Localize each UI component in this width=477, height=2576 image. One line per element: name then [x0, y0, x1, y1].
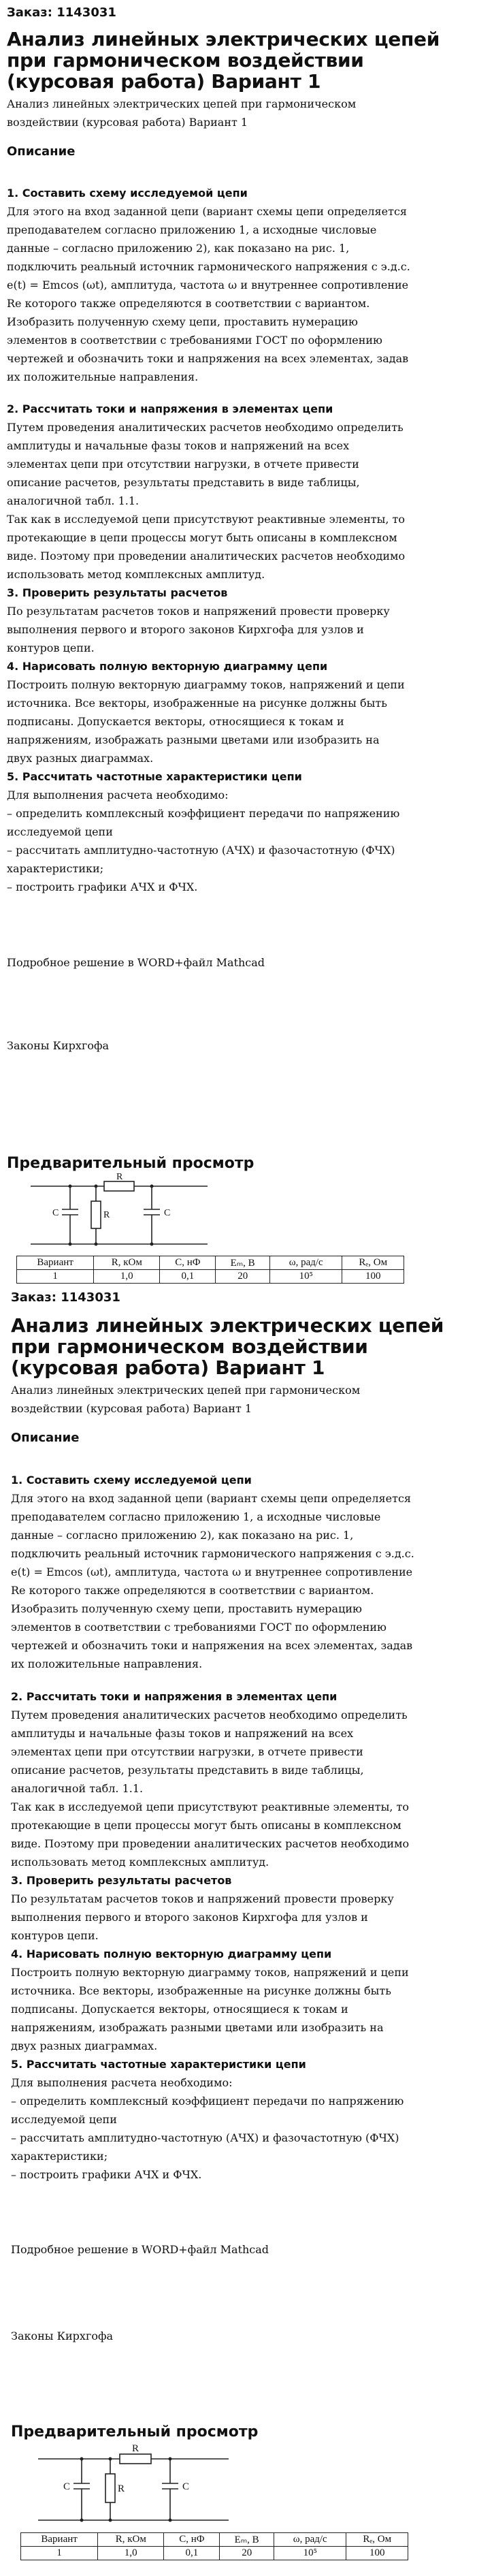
step-line: двух разных диаграммах. — [7, 752, 154, 765]
step-1 — [7, 184, 410, 386]
table-cell: 1 — [17, 1270, 94, 1284]
table-header-cell: ω, рад/с — [269, 1256, 342, 1270]
step-line: – определить комплексный коэффициент передачи по напряжению — [11, 2095, 404, 2108]
step-line: характеристики; — [7, 862, 104, 875]
step-line: Для этого на вход заданной цепи (вариант схемы цепи определяется — [11, 1492, 412, 1505]
step-title: 4. Нарисовать полную векторную диаграмму цепи — [11, 1947, 332, 1960]
params-table — [20, 2532, 408, 2560]
table-cell: 100 — [342, 1270, 404, 1284]
label-r-mid: R — [103, 1210, 110, 1220]
step-line: исследуемой цепи — [11, 2113, 117, 2126]
step-line: использовать метод комплексных амплитуд. — [7, 568, 265, 581]
table-header-cell: R, кОм — [94, 1256, 160, 1270]
step-line: преподавателем согласно приложению 1, а исходные числовые — [11, 1510, 381, 1523]
step-title: 3. Проверить результаты расчетов — [7, 586, 228, 599]
step-line: их положительные направления. — [7, 370, 199, 383]
table-cell: 10⁵ — [269, 1270, 342, 1284]
preview-figure — [11, 2443, 406, 2573]
listing-title: Анализ линейных электрических цепей при гармоническом воздействии (курсовая работа) Вариант 1 — [11, 1314, 444, 1379]
label-r-top: R — [132, 2443, 139, 2454]
step-title: 2. Рассчитать токи и напряжения в элементах цепи — [7, 402, 333, 415]
table-header-row — [21, 2533, 408, 2547]
step-line: амплитуды и начальные фазы токов и напряжений на всех — [7, 439, 350, 452]
table-cell: 20 — [220, 2547, 274, 2560]
table-header-cell: C, нФ — [160, 1256, 216, 1270]
step-line: чертежей и обозначить токи и напряжения на всех элементах, задав — [7, 352, 409, 365]
table-cell: 1,0 — [98, 2547, 164, 2560]
table-header-cell: Rₑ, Ом — [346, 2533, 408, 2547]
step-line: чертежей и обозначить токи и напряжения на всех элементах, задав — [11, 1639, 413, 1652]
table-cell: 0,1 — [160, 1270, 216, 1284]
table-row — [17, 1270, 404, 1284]
step-line: описание расчетов, результаты представить в виде таблицы, — [7, 476, 360, 489]
step-line: элементах цепи при отсутствии нагрузки, в отчете привести — [7, 458, 359, 471]
circuit-diagram — [17, 1173, 221, 1254]
step-title: 3. Проверить результаты расчетов — [11, 1874, 232, 1887]
step-line: преподавателем согласно приложению 1, а исходные числовые — [7, 223, 377, 236]
step-line: – определить комплексный коэффициент передачи по напряжению — [7, 807, 400, 820]
order-number: Заказ: 1143031 — [11, 1290, 120, 1305]
table-header-cell: Вариант — [17, 1256, 94, 1270]
solution-note: Подробное решение в WORD+файл Mathcad — [7, 956, 265, 969]
step-line: их положительные направления. — [11, 1657, 203, 1670]
order-number: Заказ: 1143031 — [7, 5, 116, 20]
step-line: протекающие в цепи процессы могут быть описаны в комплексном — [7, 531, 397, 544]
step-line: характеристики; — [11, 2150, 108, 2163]
step-line: данные – согласно приложению 2), как показано на рис. 1, — [11, 1529, 354, 1542]
step-line: подписаны. Допускается векторы, относящиеся к токам и — [7, 715, 344, 728]
label-c-left: C — [63, 2481, 71, 2492]
step-line: e(t) = Emcos (ωt), амплитуда, частота ω и внутреннее сопротивление — [7, 279, 409, 291]
preview-heading: Предварительный просмотр — [11, 2423, 259, 2440]
step-title: 2. Рассчитать токи и напряжения в элементах цепи — [11, 1690, 338, 1703]
step-line: e(t) = Emcos (ωt), амплитуда, частота ω и внутреннее сопротивление — [11, 1565, 413, 1578]
step-line: подключить реальный источник гармонического напряжения с э.д.с. — [7, 260, 410, 273]
step-title: 1. Составить схему исследуемой цепи — [7, 187, 248, 200]
step-line: Для выполнения расчета необходимо: — [7, 789, 229, 801]
listing-subtitle: Анализ линейных электрических цепей при гармоническом воздействии (курсовая работа) Вариант 1 — [11, 1384, 361, 1415]
step-line: напряжениям, изображать разными цветами или изобразить на — [7, 733, 380, 746]
table-header-cell: ω, рад/с — [274, 2533, 346, 2547]
step-line: напряжениям, изображать разными цветами или изобразить на — [11, 2021, 384, 2034]
step-line: элементов в соответствии с требованиями ГОСТ по оформлению — [7, 334, 382, 347]
circuit-diagram — [24, 2443, 242, 2531]
step-line: описание расчетов, результаты представить в виде таблицы, — [11, 1764, 364, 1777]
step-line: Re которого также определяются в соответствии с вариантом. — [7, 297, 370, 310]
table-cell: 1,0 — [94, 1270, 160, 1284]
step-line: Путем проведения аналитических расчетов необходимо определить — [11, 1708, 408, 1721]
table-header-cell: Вариант — [21, 2533, 98, 2547]
table-header-cell: C, нФ — [164, 2533, 220, 2547]
table-cell: 1 — [21, 2547, 98, 2560]
step-line: протекающие в цепи процессы могут быть описаны в комплексном — [11, 1819, 401, 1832]
step-line: элементов в соответствии с требованиями ГОСТ по оформлению — [11, 1621, 386, 1634]
preview-figure — [7, 1173, 401, 1292]
step-line: Построить полную векторную диаграмму токов, напряжений и цепи — [7, 678, 405, 691]
table-header-cell: R, кОм — [98, 2533, 164, 2547]
step-line: подключить реальный источник гармонического напряжения с э.д.с. — [11, 1547, 414, 1560]
table-cell: 10⁵ — [274, 2547, 346, 2560]
description-heading: Описание — [11, 1431, 80, 1445]
step-1 — [11, 1471, 414, 1673]
kirchhoff-label: Законы Кирхгофа — [7, 1039, 110, 1052]
label-r-top: R — [116, 1173, 123, 1182]
step-line: Построить полную векторную диаграмму токов, напряжений и цепи — [11, 1966, 409, 1979]
kirchhoff-label: Законы Кирхгофа — [11, 2329, 114, 2342]
step-line: – построить графики АЧХ и ФЧХ. — [7, 880, 198, 893]
listing-subtitle: Анализ линейных электрических цепей при гармоническом воздействии (курсовая работа) Вариант 1 — [7, 97, 357, 129]
step-line: амплитуды и начальные фазы токов и напряжений на всех — [11, 1727, 354, 1740]
step-2 — [11, 1687, 409, 2184]
step-line: Для этого на вход заданной цепи (вариант схемы цепи определяется — [7, 205, 408, 218]
table-header-cell: Eₘ, В — [220, 2533, 274, 2547]
step-line: – рассчитать амплитудно-частотную (АЧХ) и фазочастотную (ФЧХ) — [7, 844, 395, 857]
table-cell: 20 — [216, 1270, 269, 1284]
step-line: данные – согласно приложению 2), как показано на рис. 1, — [7, 242, 350, 255]
label-c-right: C — [164, 1208, 171, 1218]
step-title: 4. Нарисовать полную векторную диаграмму цепи — [7, 660, 328, 673]
step-line: Путем проведения аналитических расчетов необходимо определить — [7, 421, 404, 434]
step-line: Изобразить полученную схему цепи, проставить нумерацию — [7, 315, 358, 328]
step-line: Изобразить полученную схему цепи, проставить нумерацию — [11, 1602, 362, 1615]
label-r-mid: R — [118, 2483, 125, 2494]
step-line: По результатам расчетов токов и напряжений провести проверку — [11, 1892, 394, 1905]
step-line: виде. Поэтому при проведении аналитических расчетов необходимо — [7, 550, 406, 562]
table-cell: 100 — [346, 2547, 408, 2560]
table-header-row — [17, 1256, 404, 1270]
step-line: контуров цепи. — [7, 641, 95, 654]
preview-heading: Предварительный просмотр — [7, 1155, 254, 1172]
step-line: выполнения первого и второго законов Кирхгофа для узлов и — [7, 623, 364, 636]
solution-note: Подробное решение в WORD+файл Mathcad — [11, 2243, 269, 2256]
step-line: – рассчитать амплитудно-частотную (АЧХ) и фазочастотную (ФЧХ) — [11, 2131, 399, 2144]
step-line: Re которого также определяются в соответствии с вариантом. — [11, 1584, 374, 1597]
params-table — [16, 1256, 404, 1284]
label-c-left: C — [52, 1208, 59, 1218]
step-line: виде. Поэтому при проведении аналитических расчетов необходимо — [11, 1837, 410, 1850]
step-line: аналогичной табл. 1.1. — [7, 494, 139, 507]
step-line: выполнения первого и второго законов Кирхгофа для узлов и — [11, 1911, 368, 1924]
step-line: аналогичной табл. 1.1. — [11, 1782, 144, 1795]
description-heading: Описание — [7, 144, 76, 159]
step-title: 5. Рассчитать частотные характеристики цепи — [7, 770, 302, 783]
step-title: 1. Составить схему исследуемой цепи — [11, 1474, 252, 1486]
step-line: источника. Все векторы, изображенные на рисунке должны быть — [7, 697, 387, 710]
step-line: использовать метод комплексных амплитуд. — [11, 1856, 269, 1869]
step-line: – построить графики АЧХ и ФЧХ. — [11, 2168, 202, 2181]
step-line: элементах цепи при отсутствии нагрузки, в отчете привести — [11, 1745, 363, 1758]
step-line: подписаны. Допускается векторы, относящиеся к токам и — [11, 2003, 348, 2016]
step-line: Так как в исследуемой цепи присутствуют реактивные элементы, то — [7, 513, 406, 526]
step-line: контуров цепи. — [11, 1929, 99, 1942]
step-2 — [7, 400, 405, 896]
table-header-cell: Rₑ, Ом — [342, 1256, 404, 1270]
step-line: источника. Все векторы, изображенные на рисунке должны быть — [11, 1984, 391, 1997]
step-line: Для выполнения расчета необходимо: — [11, 2076, 233, 2089]
step-line: По результатам расчетов токов и напряжений провести проверку — [7, 605, 390, 618]
listing-title: Анализ линейных электрических цепей при гармоническом воздействии (курсовая работа) Вариант 1 — [7, 28, 440, 93]
table-row — [21, 2547, 408, 2560]
table-cell: 0,1 — [164, 2547, 220, 2560]
step-title: 5. Рассчитать частотные характеристики цепи — [11, 2058, 306, 2071]
table-header-cell: Eₘ, В — [216, 1256, 269, 1270]
step-line: исследуемой цепи — [7, 825, 113, 838]
step-line: двух разных диаграммах. — [11, 2039, 158, 2052]
step-line: Так как в исследуемой цепи присутствуют реактивные элементы, то — [11, 1800, 410, 1813]
label-c-right: C — [182, 2481, 190, 2492]
